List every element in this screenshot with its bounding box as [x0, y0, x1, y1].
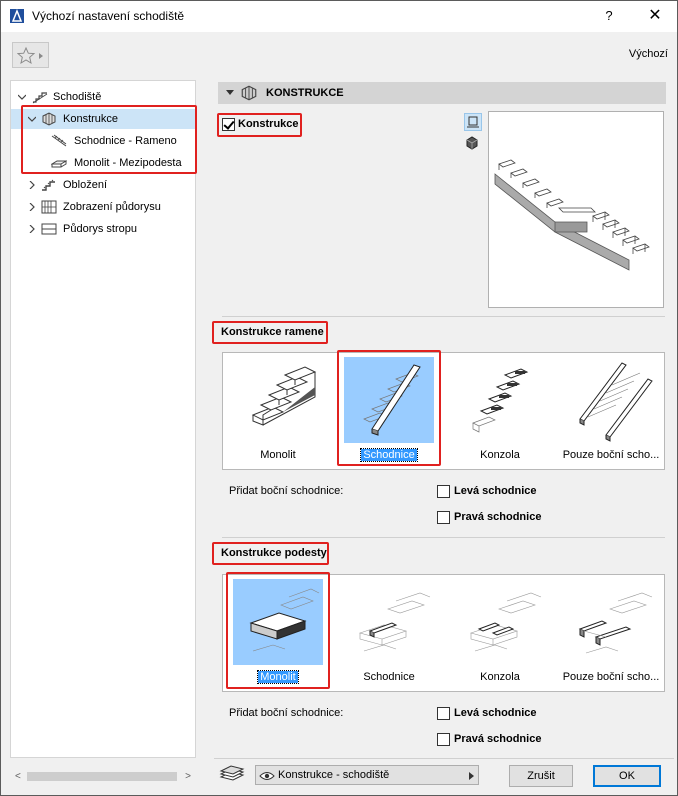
landing-konzola-thumb — [455, 579, 545, 665]
settings-tree — [10, 80, 196, 758]
favorites-button[interactable] — [12, 42, 49, 68]
floor-plan-icon — [41, 200, 57, 214]
landing-option-side-stringers[interactable] — [556, 575, 666, 691]
flight-left-stringer-checkbox[interactable] — [437, 485, 450, 498]
flight-option-monolit[interactable] — [223, 353, 333, 469]
landing-option-konzola[interactable] — [445, 575, 555, 691]
landing-left-stringer-label[interactable]: Levá schodnice — [454, 707, 537, 719]
flight-side-stringers-thumb — [566, 357, 656, 443]
landing-option-label: Konzola — [480, 671, 520, 683]
tree-item-label: Schodnice - Rameno — [74, 135, 177, 147]
landing-side-stringers-thumb — [566, 579, 656, 665]
landing-left-stringer-checkbox[interactable] — [437, 707, 450, 720]
tree-item-zobrazeni-pudorysu[interactable] — [11, 197, 195, 217]
combo-arrow-icon — [469, 772, 474, 780]
landing-side-stringer-label: Přidat boční schodnice: — [229, 707, 344, 719]
tree-item-pudorys-stropu[interactable] — [11, 219, 195, 239]
landing-option-label: Pouze boční scho... — [562, 671, 660, 683]
highlight-konstrukce-checkbox — [217, 113, 302, 137]
flight-right-stringer-label[interactable]: Pravá schodnice — [454, 511, 542, 523]
tree-horizontal-scrollbar[interactable] — [10, 768, 196, 785]
flight-right-stringer-checkbox[interactable] — [437, 511, 450, 524]
flight-option-label: Konzola — [480, 449, 520, 461]
side-stringer-landing-icon — [566, 579, 656, 665]
ceiling-plan-icon — [41, 222, 57, 236]
landing-schodnice-thumb — [344, 579, 434, 665]
highlight-landing-monolit — [226, 572, 330, 689]
tree-item-oblozeni[interactable] — [11, 175, 195, 195]
stair-icon — [32, 90, 48, 104]
chevron-right-icon[interactable] — [28, 225, 36, 233]
window-title: Výchozí nastavení schodiště — [32, 9, 185, 23]
flight-konzola-thumb — [455, 357, 545, 443]
landing-option-schodnice[interactable] — [334, 575, 444, 691]
help-button[interactable]: ? — [605, 8, 613, 23]
stair-3d-preview — [488, 111, 664, 308]
3d-view-button[interactable] — [464, 135, 482, 153]
scroll-left-icon[interactable]: < — [15, 771, 21, 782]
scroll-thumb[interactable] — [27, 772, 177, 781]
highlight-landing-title — [212, 542, 329, 565]
highlight-flight-title — [212, 321, 328, 344]
highlight-flight-schodnice — [337, 350, 441, 466]
flight-side-stringer-label: Přidat boční schodnice: — [229, 485, 344, 497]
flight-option-label: Schodnice — [363, 449, 415, 461]
finish-icon — [41, 178, 57, 192]
landing-right-stringer-checkbox[interactable] — [437, 733, 450, 746]
tree-item-label: Konstrukce — [63, 113, 119, 125]
tree-item-label: Monolit - Mezipodesta — [74, 157, 182, 169]
tree-item-label: Zobrazení půdorysu — [63, 201, 161, 213]
separator — [222, 537, 665, 538]
title-bar — [1, 1, 677, 32]
side-stringer-stair-icon — [566, 357, 656, 443]
eye-icon — [259, 770, 275, 782]
landing-option-label: Schodnice — [363, 671, 415, 683]
structure-icon — [240, 85, 258, 101]
star-icon — [17, 46, 45, 66]
flight-left-stringer-label[interactable]: Levá schodnice — [454, 485, 537, 497]
stringer-landing-icon — [344, 579, 434, 665]
flight-structure-title: Konstrukce ramene — [221, 326, 324, 338]
tree-item-label: Obložení — [63, 179, 108, 191]
separator — [222, 316, 665, 317]
flight-option-label: Pouze boční scho... — [562, 449, 660, 461]
scroll-right-icon[interactable]: > — [185, 771, 191, 782]
3d-cube-icon — [464, 135, 480, 151]
landing-right-stringer-label[interactable]: Pravá schodnice — [454, 733, 542, 745]
tree-item-schodiste[interactable] — [11, 87, 195, 107]
layer-icon — [219, 765, 245, 785]
close-button[interactable]: ✕ — [648, 7, 662, 24]
layer-combo[interactable] — [255, 765, 479, 785]
section-title: KONSTRUKCE — [266, 87, 344, 99]
ok-button[interactable]: OK — [593, 765, 661, 787]
flight-option-label: Monolit — [260, 449, 296, 461]
cancel-button[interactable]: Zrušit — [509, 765, 573, 787]
landing-option-label: Monolit — [260, 671, 296, 683]
layer-combo-value: Konstrukce - schodiště — [278, 769, 390, 781]
highlight-tree-konstrukce — [21, 105, 197, 174]
flight-option-konzola[interactable] — [445, 353, 555, 469]
preset-name: Výchozí — [628, 48, 668, 60]
monolith-stair-icon — [233, 357, 323, 443]
chevron-right-icon[interactable] — [28, 181, 36, 189]
flight-monolit-thumb — [233, 357, 323, 443]
section-header-konstrukce[interactable] — [218, 82, 666, 104]
tree-item-label: Půdorys stropu — [63, 223, 137, 235]
flight-structure-options — [222, 352, 665, 470]
collapse-triangle-icon[interactable] — [226, 90, 234, 95]
archicad-app-icon — [10, 9, 24, 23]
chevron-down-icon[interactable] — [18, 93, 26, 101]
cantilever-landing-icon — [455, 579, 545, 665]
tree-item-label: Schodiště — [53, 91, 102, 103]
flight-option-side-stringers[interactable] — [556, 353, 666, 469]
landing-structure-title: Konstrukce podesty — [221, 547, 327, 559]
plan-view-button[interactable] — [464, 113, 482, 131]
separator — [214, 758, 674, 759]
plan-view-icon — [465, 114, 481, 130]
cantilever-stair-icon — [455, 357, 545, 443]
konstrukce-checkbox-label[interactable]: Konstrukce — [238, 118, 299, 130]
chevron-right-icon[interactable] — [28, 203, 36, 211]
stair-preview-image — [489, 112, 663, 307]
